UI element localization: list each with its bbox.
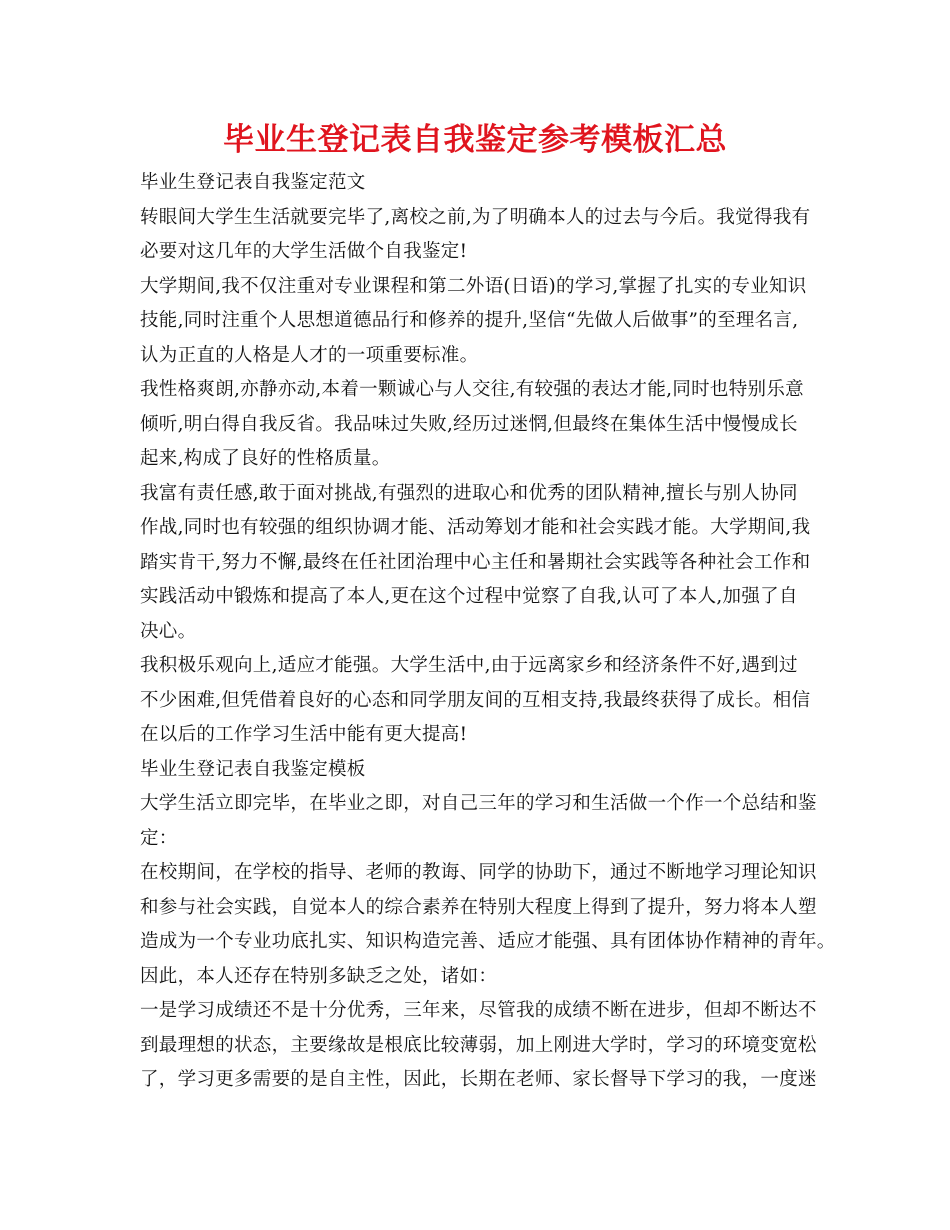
text-line: 到最理想的状态，主要缘故是根底比较薄弱，加上刚进大学时，学习的环境变宽松 [140,1034,817,1056]
text-line: 技能,同时注重个人思想道德品行和修养的提升,坚信“先做人后做事”的至理名言, [140,310,799,331]
text-line: 必要对这几年的大学生活做个自我鉴定! [140,241,468,262]
text-line: 大学期间,我不仅注重对专业课程和第二外语(日语)的学习,掌握了扎实的专业知识 [140,275,807,297]
text-line: 因此，本人还存在特别多缺乏之处，诸如： [140,965,498,987]
text-line: 我积极乐观向上,适应才能强。大学生活中,由于远离家乡和经济条件不好,遇到过 [140,655,798,676]
text-line: 我富有责任感,敢于面对挑战,有强烈的进取心和优秀的团队精神,擅长与别人协同 [140,482,798,504]
text-line: 实践活动中锻炼和提高了本人,更在这个过程中觉察了自我,认可了本人,加强了自 [140,586,798,607]
text-line: 大学生活立即完毕，在毕业之即，对自己三年的学习和生活做一个作一个总结和鉴 [140,793,817,814]
text-line: 转眼间大学生生活就要完毕了,离校之前,为了明确本人的过去与今后。我觉得我有 [140,206,811,228]
text-line: 作战,同时也有较强的组织协调才能、活动筹划才能和社会实践才能。大学期间,我 [140,517,811,538]
text-line: 起来,构成了良好的性格质量。 [140,448,391,469]
text-line: 毕业生登记表自我鉴定范文 [140,172,366,193]
text-line: 在以后的工作学习生活中能有更大提高! [140,724,468,745]
text-line: 造成为一个专业功底扎实、知识构造完善、适应才能强、具有团体协作精神的青年。 [140,931,836,952]
text-line: 踏实肯干,努力不懈,最终在任社团治理中心主任和暑期社会实践等各种社会工作和 [140,551,811,573]
text-line: 毕业生登记表自我鉴定模板 [140,758,366,780]
document-title: 毕业生登记表自我鉴定参考模板汇总 [223,122,727,158]
text-line: 一是学习成绩还不是十分优秀，三年来，尽管我的成绩不断在进步，但却不断达不 [140,1000,817,1021]
text-line: 了，学习更多需要的是自主性，因此，长期在老师、家长督导下学习的我，一度迷 [140,1069,817,1090]
text-line: 认为正直的人格是人才的一项重要标准。 [140,344,479,366]
text-line: 在校期间，在学校的指导、老师的教诲、同学的协助下，通过不断地学习理论知识 [140,862,817,883]
text-line: 倾听,明白得自我反省。我品味过失败,经历过迷惘,但最终在集体生活中慢慢成长 [140,413,798,435]
text-line: 我性格爽朗,亦静亦动,本着一颗诚心与人交往,有较强的表达才能,同时也特别乐意 [140,379,804,400]
text-line: 决心。 [140,620,197,642]
text-line: 定： [140,827,178,849]
text-line: 不少困难,但凭借着良好的心态和同学朋友间的互相支持,我最终获得了成长。相信 [140,689,811,711]
document-body [140,166,836,1098]
text-line: 和参与社会实践，自觉本人的综合素养在特别大程度上得到了提升，努力将本人塑 [140,896,817,918]
